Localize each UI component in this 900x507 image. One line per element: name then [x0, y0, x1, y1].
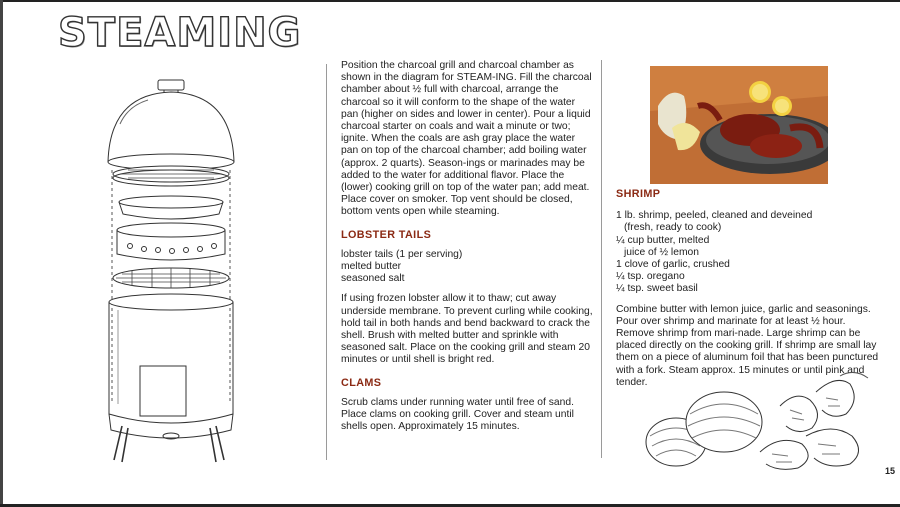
lobster-directions: If using frozen lobster allow it to thaw; cut away underside membrane. To prevent curling while cooking, hold tail in both hands and bend backward to crack the shell. Brush with melted butter and sprinkle with seasoned salt. Place on the cooking grill and steam 20 minutes or until shell is bright red.: [341, 293, 593, 366]
instructions-paragraph: Position the charcoal grill and charcoal chamber as shown in the diagram for STEAM-ING. Fill the charcoal chamber about ½ full with charcoal, arrange the charcoal so it will conform to the shape of the water pan (higher on sides and lower in center). Pour a liquid charcoal starter on coals and wait a minute or two; ignite. When the coals are ash gray place the water pan on top of the charcoal chamber; add boiling water (approx. 2 quarts). Season-ings or marinades may be added to the water for additional flavor. Place the (lower) cooking grill on top of the water pan; add meat. Place cover on smoker. Top vent should be closed, bottom vents open while steaming.: [341, 60, 592, 218]
ingredient-item: lobster tails (1 per serving): [341, 248, 463, 260]
clams-shrimp-illustration: [640, 370, 876, 474]
ingredient-item: melted butter: [341, 261, 402, 273]
lobster-heading: LOBSTER TAILS: [341, 228, 432, 241]
lobster-photo: [650, 66, 828, 184]
shrimp-heading: SHRIMP: [616, 188, 661, 200]
text-column-right: [616, 188, 882, 389]
column-divider: [601, 60, 602, 458]
page-number: 15: [885, 466, 896, 476]
scan-border-left: [0, 0, 3, 507]
ingredient-item: juice of ½ lemon: [624, 246, 699, 258]
ingredient-item: (fresh, ready to cook): [624, 222, 722, 234]
smoker-diagram: [98, 74, 246, 464]
ingredient-item: ¼ tsp. sweet basil: [616, 283, 698, 295]
clams-heading: CLAMS: [341, 376, 382, 389]
ingredient-item: 1 lb. shrimp, peeled, cleaned and deveined: [616, 210, 813, 222]
page-title: STEAMING: [58, 10, 302, 56]
ingredient-item: ¼ tsp. oregano: [616, 271, 685, 283]
ingredient-item: 1 clove of garlic, crushed: [616, 259, 730, 271]
text-column-left: [341, 60, 593, 433]
column-divider: [326, 64, 327, 460]
shrimp-directions: Combine butter with lemon juice, garlic and seasonings. Pour over shrimp and marinate for at least ½ hour. Remove shrimp from mari-nade. Large shrimp can be placed directly on the cooking grill. If shrimp are small lay them on a piece of aluminum foil that has been punctured with a fork. Steam approx. 15 minutes or until pink and tender.: [616, 303, 879, 388]
ingredient-item: seasoned salt: [341, 273, 405, 285]
clams-directions: Scrub clams under running water until free of sand. Place clams on cooking grill. Cover and steam until shells open. Approximately 15 minutes.: [341, 396, 574, 433]
ingredient-item: ¼ cup butter, melted: [616, 234, 710, 246]
